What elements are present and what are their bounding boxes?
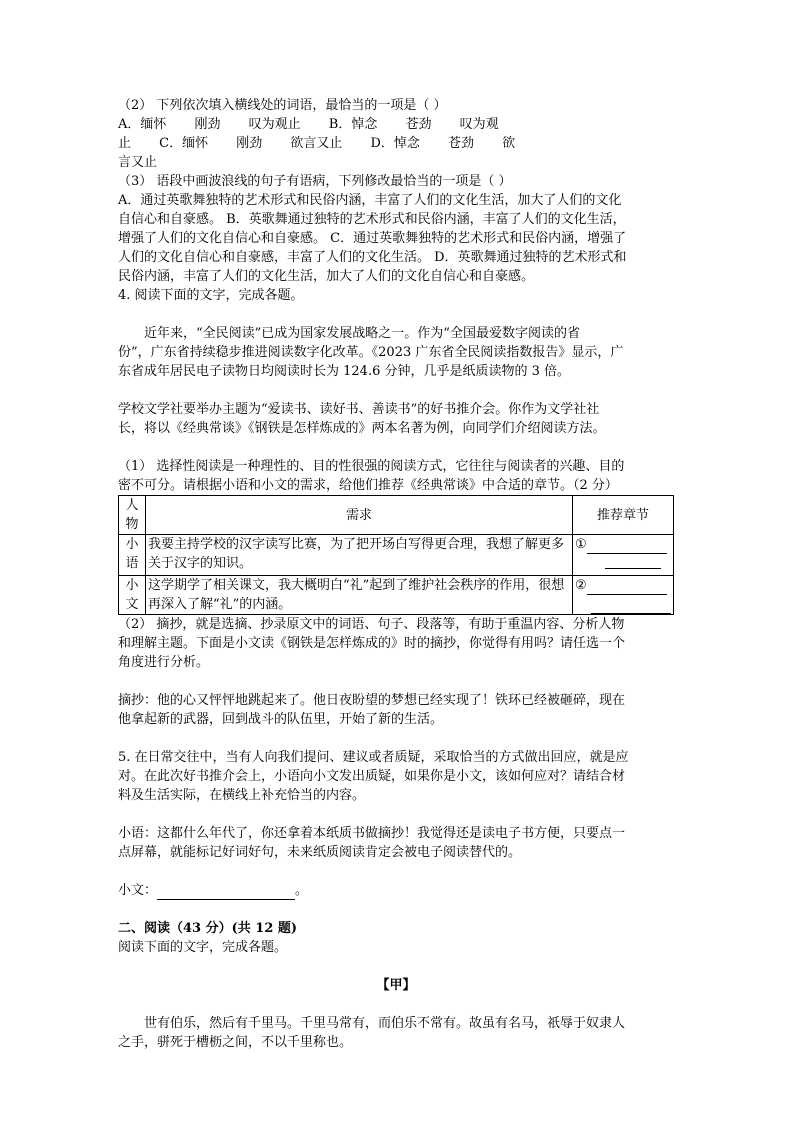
q5-line-1: 5. 在日常交往中，当有人向我们提问、建议或者质疑，采取恰当的方式做出回应，就是应 <box>118 750 629 765</box>
q4-sub2-line-1: （2） 摘抄，就是选摘、抄录原文中的词语、句子、段落等，有助于重温内容、分析人物 <box>118 617 625 632</box>
q5-line-3: 料及生活实际，在横线上补充恰当的内容。 <box>118 788 366 803</box>
recommend-cell[interactable]: ② <box>573 576 674 615</box>
q4-paragraph-1-line-3: 东省成年居民电子读物日均阅读时长为 124.6 分钟，几乎是纸质读物的 3 倍。 <box>118 364 571 379</box>
q4-sub2-line-3: 角度进行分析。 <box>118 655 210 670</box>
need-cell: 我要主持学校的汉字读写比赛，为了把开场白写得更合理，我想了解更多关于汉字的知识。 <box>146 535 573 576</box>
q3-option-line-2: 自信心和自豪感。 B．英歌舞通过独特的艺术形式和民俗内涵，丰富了人们的文化生活， <box>118 212 626 227</box>
q4-paragraph-2-line-1: 学校文学社要举办主题为“爱读书、读好书、善读书”的好书推介会。你作为文学社社 <box>118 402 600 417</box>
q4-title: 4. 阅读下面的文字，完成各题。 <box>118 288 304 303</box>
q4-paragraph-1-line-1: 近年来，“全民阅读”已成为国家发展战略之一。作为“全国最爱数字阅读的省 <box>144 326 580 341</box>
person-cell: 小 语 <box>119 535 146 576</box>
q5-line-2: 对。在此次好书推介会上，小语向小文发出质疑，如果你是小文，该如何应对？请结合材 <box>118 769 626 784</box>
excerpt-line-2: 他拿起新的武器，回到战斗的队伍里，开始了新的生活。 <box>118 712 444 727</box>
q3-stem: （3） 语段中画波浪线的句子有语病，下列修改最恰当的一项是（ ） <box>118 174 512 189</box>
q2-options-line-1: A．缅怀 刚劲 叹为观止 B．悼念 苍劲 叹为观 <box>118 117 499 132</box>
q2-options-line-2: 止 C．缅怀 刚劲 欲言又止 D．悼念 苍劲 欲 <box>118 136 516 151</box>
q3-option-line-1: A．通过英歌舞独特的艺术形式和民俗内涵，丰富了人们的文化生活，加大了人们的文化 <box>118 193 622 208</box>
recommend-cell[interactable]: ① <box>573 535 674 576</box>
recommendation-table <box>118 495 674 615</box>
need-cell: 这学期学了相关课文，我大概明白“礼”起到了维护社会秩序的作用，很想再深入了解“礼”的内涵。 <box>146 576 573 615</box>
passage-jia-heading: 【甲】 <box>376 978 416 993</box>
person-cell: 小 文 <box>119 576 146 615</box>
xiaowen-answer: 小文： 。 <box>118 883 309 898</box>
q4-sub2-line-2: 和理解主题。下面是小文读《钢铁是怎样炼成的》时的摘抄，你觉得有用吗？请任选一个 <box>118 636 626 651</box>
header-need: 需求 <box>146 496 573 535</box>
q2-options-line-3: 言又止 <box>118 155 158 170</box>
table-header-row <box>119 496 674 535</box>
section-2-subtitle: 阅读下面的文字，完成各题。 <box>118 940 288 955</box>
answer-blank[interactable] <box>157 885 295 900</box>
q3-option-line-3: 增强了人们的文化自信心和自豪感。 C．通过英歌舞独特的艺术形式和民俗内涵，增强了 <box>118 231 627 246</box>
q4-sub1-line-1: （1） 选择性阅读是一种理性的、目的性很强的阅读方式，它往往与阅读者的兴趣、目的 <box>118 459 625 474</box>
answer-label: 小文： <box>118 883 158 898</box>
table-row <box>119 535 674 576</box>
passage-jia-line-1: 世有伯乐，然后有千里马。千里马常有，而伯乐不常有。故虽有名马，祇辱于奴隶人 <box>144 1016 626 1031</box>
xiaoyu-line-2: 点屏幕，就能标记好词好句，未来纸质阅读肯定会被电子阅读替代的。 <box>118 845 522 860</box>
q3-option-line-5: 民俗内涵，丰富了人们的文化生活，加大了人们的文化自信心和自豪感。 <box>118 269 535 284</box>
passage-jia-line-2: 之手，骈死于槽枥之间，不以千里称也。 <box>118 1035 353 1050</box>
q4-paragraph-2-line-2: 长，将以《经典常谈》《钢铁是怎样炼成的》两本名著为例，向同学们介绍阅读方法。 <box>118 421 606 436</box>
q4-sub1-line-2: 密不可分。请根据小语和小文的需求，给他们推荐《经典常谈》中合适的章节。（2 分） <box>118 478 618 493</box>
q4-paragraph-1-line-2: 份”，广东省持续稳步推进阅读数字化改革。《2023 广东省全民阅读指数报告》显示，广 <box>118 345 624 360</box>
document-page <box>118 96 674 1052</box>
excerpt-line-1: 摘抄：他的心又怦怦地跳起来了。他日夜盼望的梦想已经实现了！铁环已经被砸碎，现在 <box>118 693 626 708</box>
q2-stem: （2） 下列依次填入横线处的词语，最恰当的一项是（ ） <box>118 98 447 113</box>
xiaoyu-line-1: 小语：这都什么年代了，你还拿着本纸质书做摘抄！我觉得还是读电子书方便，只要点一 <box>118 826 626 841</box>
q3-option-line-4: 人们的文化自信心和自豪感，丰富了人们的文化生活。 D．英歌舞通过独特的艺术形式和 <box>118 250 627 265</box>
section-2-title: 二、阅读（43 分）(共 12 题) <box>118 921 298 936</box>
table-row <box>119 576 674 615</box>
header-person: 人 物 <box>119 496 146 535</box>
header-recommend: 推荐章节 <box>573 496 674 535</box>
